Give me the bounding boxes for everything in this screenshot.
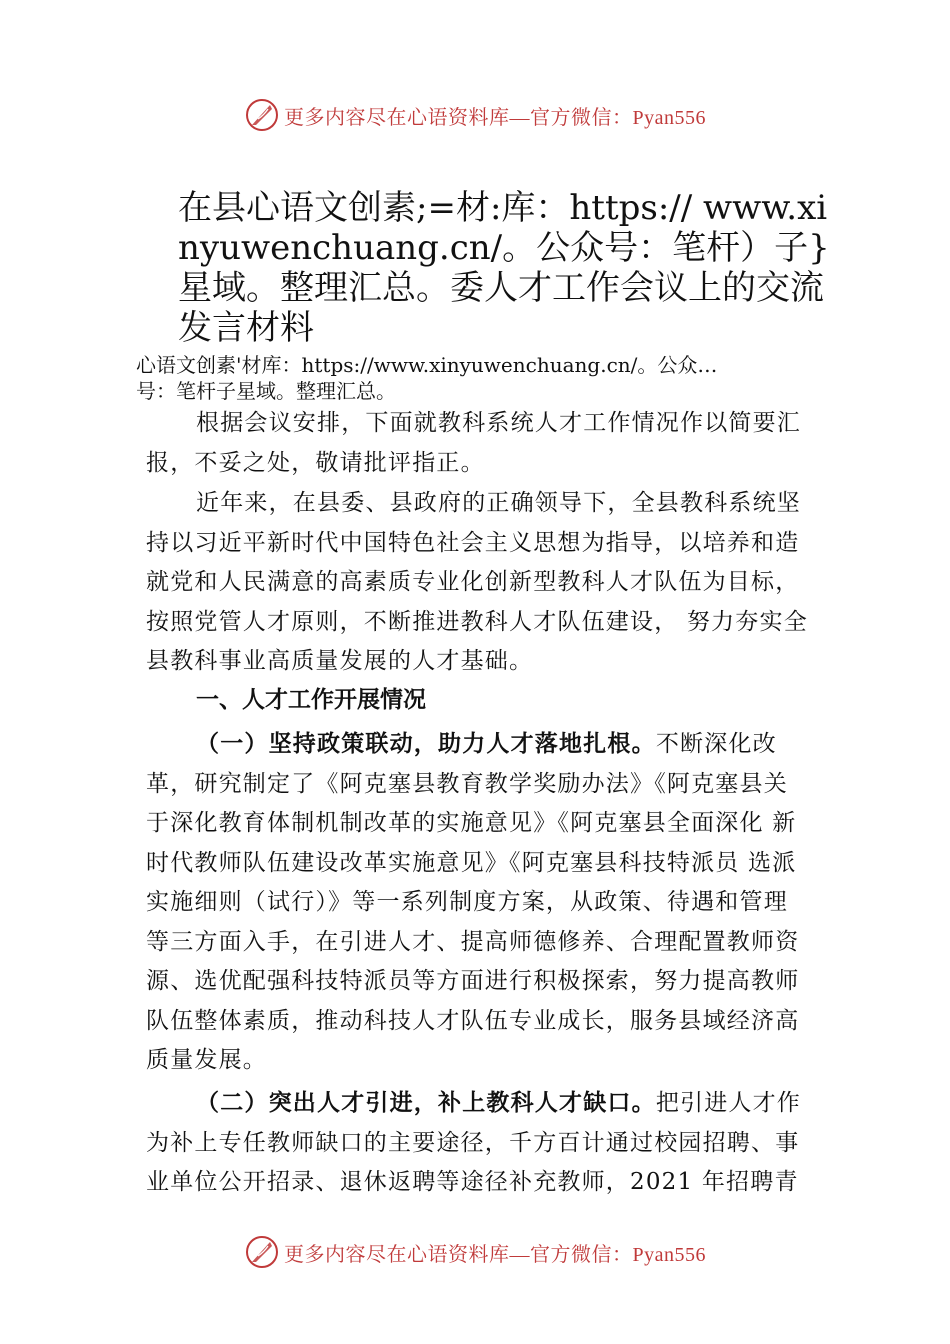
background-paragraph: 近年来，在县委、县政府的正确领导下，全县教科系统坚持以习近平新时代中国特色社会主义思想为指导，以培养和造就党和人民满意的高素质专业化创新型教科人才队伍为目标，按照党管人才原则，不断推进教科人才队伍建设， 努力夯实全县教科事业高质量发展的人才基础。 bbox=[146, 490, 808, 674]
section-heading-1: 一、人才工作开展情况 bbox=[196, 687, 426, 713]
source-note-line2: 号：笔杆子星域。整理汇总。 bbox=[136, 379, 396, 403]
banner-label: 更多内容尽在心语资料库—官方微信： bbox=[284, 1243, 633, 1266]
document-title: 在县心语文创素;=材:库：https:// www.xinyuwenchuang.cn/。公众号：笔杆）子}星域。整理汇总。委人才工作会议上的交流发言材料 bbox=[178, 188, 830, 348]
quill-logo-icon bbox=[244, 97, 280, 133]
source-note-line1: 心语文创素'材库：https://www.xinyuwenchuang.cn/。公众… bbox=[136, 353, 718, 377]
item2-paragraph bbox=[146, 1083, 810, 1203]
quill-logo-icon bbox=[244, 1234, 280, 1270]
item1-lead: （一）坚持政策联动，助力人才落地扎根。 bbox=[196, 730, 656, 757]
item1-paragraph bbox=[146, 724, 810, 1081]
banner-label: 更多内容尽在心语资料库—官方微信： bbox=[284, 106, 633, 129]
footer-watermark-banner bbox=[0, 1232, 950, 1272]
item2-body: 把引进人才作为补上专任教师缺口的主要途径，千方百计通过校园招聘、事业单位公开招录、退休返聘等途径补充教师，2021 年招聘青 bbox=[146, 1090, 802, 1195]
intro-paragraph: 根据会议安排，下面就教科系统人才工作情况作以简要汇报，不妥之处，敬请批评指正。 bbox=[146, 410, 801, 476]
source-note bbox=[136, 352, 836, 404]
banner-text bbox=[284, 1238, 706, 1267]
wechat-id: Pyan556 bbox=[632, 106, 706, 129]
item2-lead: （二）突出人才引进，补上教科人才缺口。 bbox=[196, 1089, 656, 1116]
banner-text bbox=[284, 101, 706, 130]
header-watermark-banner bbox=[0, 95, 950, 135]
wechat-id: Pyan556 bbox=[632, 1243, 706, 1266]
item1-body: 不断深化改革，研究制定了《阿克塞县教育教学奖励办法》《阿克塞县关于深化教育体制机制改革的实施意见》《阿克塞县全面深化 新时代教师队伍建设改革实施意见》《阿克塞县科技特派员 选派实施细则（试行）》等一系列制度方案，从政策、待遇和管理等三方面入手，在引进人才、提高师德修养、合理配置教师资源、选优配强科技特派员等方面进行积极探索，努力提高教师队伍整体素质，推动科技人才队伍专业成长，服务县域经济高质量发展。 bbox=[146, 731, 800, 1073]
